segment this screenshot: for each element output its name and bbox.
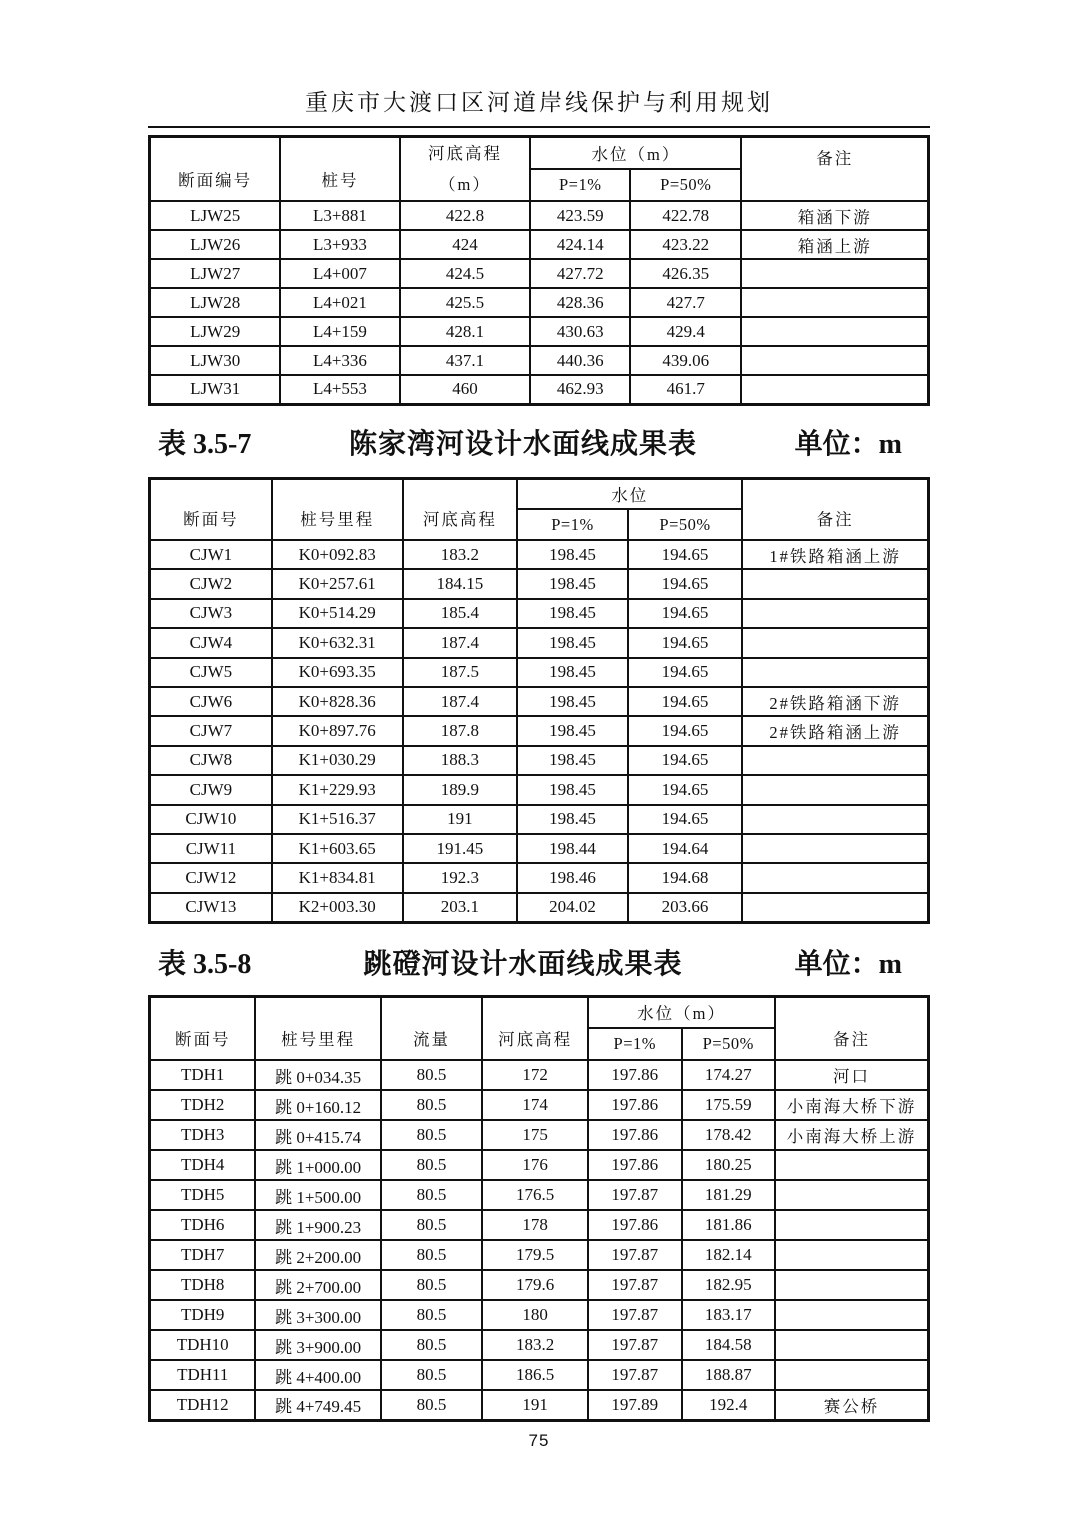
table-cell: 424 xyxy=(400,230,531,259)
table-row xyxy=(150,1300,929,1330)
column-header-water-level: 水位（m） xyxy=(588,996,775,1028)
table-row xyxy=(150,805,929,834)
table-cell: 80.5 xyxy=(381,1270,482,1300)
table-cell: 174 xyxy=(482,1090,588,1120)
table-cell: LJW29 xyxy=(150,317,281,346)
table-cell: 191 xyxy=(482,1390,588,1420)
table-cell: 河口 xyxy=(775,1060,929,1090)
table-cell: 1#铁路箱涵上游 xyxy=(742,540,928,569)
water-surface-table-cjw xyxy=(148,477,930,924)
table-cell: 183.2 xyxy=(403,540,518,569)
table-cell: 80.5 xyxy=(381,1060,482,1090)
table-cell xyxy=(741,288,928,317)
column-header-p1: P=1% xyxy=(517,509,628,540)
table-cell: 185.4 xyxy=(403,599,518,628)
table-cell: K1+603.65 xyxy=(272,834,403,863)
table-cell: 赛公桥 xyxy=(775,1390,929,1420)
table-cell: 423.22 xyxy=(630,230,741,259)
table-cell: 80.5 xyxy=(381,1150,482,1180)
table-cell: 80.5 xyxy=(381,1180,482,1210)
table-cell xyxy=(775,1240,929,1270)
table-cell: 183.2 xyxy=(482,1330,588,1360)
table-cell: 425.5 xyxy=(400,288,531,317)
table-cell: TDH4 xyxy=(150,1150,256,1180)
table-cell: 179.5 xyxy=(482,1240,588,1270)
table-cell: L4+007 xyxy=(280,259,399,288)
table-cell: 439.06 xyxy=(630,346,741,375)
table-cell: TDH8 xyxy=(150,1270,256,1300)
caption-title: 陈家湾河设计水面线成果表 xyxy=(348,428,697,460)
table-cell: TDH7 xyxy=(150,1240,256,1270)
table-cell: L4+336 xyxy=(280,346,399,375)
table-cell: K0+514.29 xyxy=(272,599,403,628)
page-number: 75 xyxy=(528,1430,550,1450)
caption-label: 表 3.5-7 xyxy=(158,428,252,460)
caption-title: 跳磴河设计水面线成果表 xyxy=(363,948,683,980)
table-cell: 197.86 xyxy=(588,1150,681,1180)
table-cell: 箱涵下游 xyxy=(741,201,928,230)
table-cell: 184.58 xyxy=(682,1330,775,1360)
table-cell: TDH9 xyxy=(150,1300,256,1330)
table-cell: 189.9 xyxy=(403,775,518,804)
table-cell: 429.4 xyxy=(630,317,741,346)
table-cell: CJW1 xyxy=(150,540,272,569)
table-cell: 跳 1+500.00 xyxy=(255,1180,380,1210)
table-cell: L4+159 xyxy=(280,317,399,346)
table-row xyxy=(150,628,929,657)
table-cell xyxy=(741,346,928,375)
column-header-p50: P=50% xyxy=(682,1028,775,1060)
table-cell: LJW27 xyxy=(150,259,281,288)
table-cell xyxy=(775,1270,929,1300)
table-cell: 204.02 xyxy=(517,893,628,922)
table-cell: 2#铁路箱涵下游 xyxy=(742,687,928,716)
table-cell: 191 xyxy=(403,805,518,834)
table-row xyxy=(150,201,929,230)
column-header-water-level: 水位 xyxy=(517,478,742,509)
table-cell: 194.65 xyxy=(628,599,743,628)
caption-unit: 单位：m xyxy=(794,948,902,980)
table-cell: CJW12 xyxy=(150,863,272,892)
table-cell xyxy=(741,317,928,346)
table-cell xyxy=(775,1150,929,1180)
table-cell: 194.65 xyxy=(628,687,743,716)
column-header-p1: P=1% xyxy=(530,169,630,201)
table-cell xyxy=(742,599,928,628)
table-cell xyxy=(742,658,928,687)
table-cell: 182.14 xyxy=(682,1240,775,1270)
table-cell xyxy=(742,628,928,657)
table-cell: 198.45 xyxy=(517,599,628,628)
table-cell: 197.86 xyxy=(588,1090,681,1120)
table-cell: 198.45 xyxy=(517,658,628,687)
table-caption-3-5-7 xyxy=(158,422,920,462)
table-cell: 198.45 xyxy=(517,540,628,569)
table-cell: 172 xyxy=(482,1060,588,1090)
water-surface-table-tdh xyxy=(148,995,930,1422)
table-cell: LJW25 xyxy=(150,201,281,230)
table-cell: 188.3 xyxy=(403,746,518,775)
column-header-p50: P=50% xyxy=(630,169,741,201)
table-cell: 跳 4+400.00 xyxy=(255,1360,380,1390)
table-cell: 422.8 xyxy=(400,201,531,230)
table-cell: 箱涵上游 xyxy=(741,230,928,259)
table-cell: 182.95 xyxy=(682,1270,775,1300)
table-row xyxy=(150,834,929,863)
table-cell: 423.59 xyxy=(530,201,630,230)
table-cell: 194.65 xyxy=(628,716,743,745)
water-surface-table-ljw xyxy=(148,135,930,406)
table-cell xyxy=(741,375,928,404)
column-header-riverbed-elevation xyxy=(400,137,531,202)
table-cell: 460 xyxy=(400,375,531,404)
table-cell: 203.66 xyxy=(628,893,743,922)
table-cell: 跳 3+900.00 xyxy=(255,1330,380,1360)
table-cell: 181.86 xyxy=(682,1210,775,1240)
table-cell: 194.65 xyxy=(628,746,743,775)
table-cell: 198.45 xyxy=(517,687,628,716)
table-cell: 191.45 xyxy=(403,834,518,863)
column-header-note: 备注 xyxy=(741,137,928,202)
table-cell: 194.68 xyxy=(628,863,743,892)
column-header-water-level: 水位（m） xyxy=(530,137,741,169)
table-row xyxy=(150,569,929,598)
column-header-flow: 流量 xyxy=(381,996,482,1060)
table-cell: K1+516.37 xyxy=(272,805,403,834)
table-cell: 462.93 xyxy=(530,375,630,404)
column-header-riverbed-elevation: 河底高程 xyxy=(482,996,588,1060)
table-cell: CJW3 xyxy=(150,599,272,628)
table-cell: 80.5 xyxy=(381,1360,482,1390)
table-cell: LJW28 xyxy=(150,288,281,317)
table-cell: 187.4 xyxy=(403,628,518,657)
column-header-stake-mileage: 桩号里程 xyxy=(255,996,380,1060)
table-cell: 180 xyxy=(482,1300,588,1330)
table-cell: 181.29 xyxy=(682,1180,775,1210)
table-cell: 194.65 xyxy=(628,775,743,804)
table-cell: 197.86 xyxy=(588,1060,681,1090)
table-row xyxy=(150,775,929,804)
table-body xyxy=(150,201,929,404)
table-cell: 198.45 xyxy=(517,746,628,775)
table-cell xyxy=(775,1180,929,1210)
table-cell xyxy=(742,893,928,922)
table-cell: K0+257.61 xyxy=(272,569,403,598)
table-row xyxy=(150,540,929,569)
table-cell: 197.87 xyxy=(588,1360,681,1390)
table-cell: 424.5 xyxy=(400,259,531,288)
table-cell: 跳 4+749.45 xyxy=(255,1390,380,1420)
table-cell: 187.5 xyxy=(403,658,518,687)
table-row xyxy=(150,1390,929,1420)
table-row xyxy=(150,1150,929,1180)
table-cell: 197.87 xyxy=(588,1240,681,1270)
table-cell: 198.45 xyxy=(517,628,628,657)
table-cell: 183.17 xyxy=(682,1300,775,1330)
table-cell: 197.87 xyxy=(588,1180,681,1210)
table-cell: 178 xyxy=(482,1210,588,1240)
table-cell: 2#铁路箱涵上游 xyxy=(742,716,928,745)
table-cell: 184.15 xyxy=(403,569,518,598)
table-cell: 187.4 xyxy=(403,687,518,716)
table-cell xyxy=(742,746,928,775)
table-cell: 80.5 xyxy=(381,1120,482,1150)
table-cell: 194.65 xyxy=(628,658,743,687)
table-cell: 80.5 xyxy=(381,1330,482,1360)
table-cell: 194.64 xyxy=(628,834,743,863)
table-cell: 198.46 xyxy=(517,863,628,892)
table-cell: 430.63 xyxy=(530,317,630,346)
table-caption-3-5-8 xyxy=(158,942,920,982)
table-row xyxy=(150,893,929,922)
table-cell: K2+003.30 xyxy=(272,893,403,922)
table-cell xyxy=(775,1300,929,1330)
table-cell: 跳 0+160.12 xyxy=(255,1090,380,1120)
table-cell: CJW8 xyxy=(150,746,272,775)
column-header-note: 备注 xyxy=(775,996,929,1060)
table-cell: L3+881 xyxy=(280,201,399,230)
table-row xyxy=(150,599,929,628)
page-title: 重庆市大渡口区河道岸线保护与利用规划 xyxy=(305,90,773,115)
column-header-stake-mileage: 桩号里程 xyxy=(272,478,403,540)
table-cell: TDH5 xyxy=(150,1180,256,1210)
table-cell: LJW31 xyxy=(150,375,281,404)
table-cell: K1+834.81 xyxy=(272,863,403,892)
table-cell: 80.5 xyxy=(381,1090,482,1120)
table-cell xyxy=(741,259,928,288)
table-cell: 194.65 xyxy=(628,805,743,834)
table-cell: CJW10 xyxy=(150,805,272,834)
table-cell: 192.3 xyxy=(403,863,518,892)
table-cell: 小南海大桥上游 xyxy=(775,1120,929,1150)
column-header-p50: P=50% xyxy=(628,509,743,540)
table-cell: TDH3 xyxy=(150,1120,256,1150)
table-cell: 422.78 xyxy=(630,201,741,230)
table-cell: 跳 2+700.00 xyxy=(255,1270,380,1300)
table-cell: CJW9 xyxy=(150,775,272,804)
table-row xyxy=(150,863,929,892)
table-cell: CJW11 xyxy=(150,834,272,863)
table-cell: 198.45 xyxy=(517,775,628,804)
table-cell: 203.1 xyxy=(403,893,518,922)
table-cell: CJW13 xyxy=(150,893,272,922)
table-cell: TDH11 xyxy=(150,1360,256,1390)
table-row xyxy=(150,317,929,346)
table-cell: TDH12 xyxy=(150,1390,256,1420)
table-cell: 178.42 xyxy=(682,1120,775,1150)
table-cell xyxy=(742,569,928,598)
table-cell: 179.6 xyxy=(482,1270,588,1300)
table-row xyxy=(150,346,929,375)
table-cell: 188.87 xyxy=(682,1360,775,1390)
table-cell xyxy=(775,1210,929,1240)
table-cell: 197.86 xyxy=(588,1210,681,1240)
table-cell: 186.5 xyxy=(482,1360,588,1390)
table-cell: 跳 1+000.00 xyxy=(255,1150,380,1180)
table-cell: 175 xyxy=(482,1120,588,1150)
content-area xyxy=(148,0,930,1451)
table-cell: 197.87 xyxy=(588,1330,681,1360)
table-cell: CJW6 xyxy=(150,687,272,716)
table-cell: 437.1 xyxy=(400,346,531,375)
table-cell: 427.7 xyxy=(630,288,741,317)
table-cell: TDH10 xyxy=(150,1330,256,1360)
column-header-note: 备注 xyxy=(742,478,928,540)
table-cell: 198.45 xyxy=(517,569,628,598)
table-cell: 80.5 xyxy=(381,1390,482,1420)
table-cell: 跳 0+415.74 xyxy=(255,1120,380,1150)
table-cell: 180.25 xyxy=(682,1150,775,1180)
table-body xyxy=(150,1060,929,1420)
table-cell: 198.44 xyxy=(517,834,628,863)
table-cell: CJW7 xyxy=(150,716,272,745)
table-row xyxy=(150,375,929,404)
table-cell: 194.65 xyxy=(628,628,743,657)
table-cell: 跳 1+900.23 xyxy=(255,1210,380,1240)
table-row xyxy=(150,1270,929,1300)
table-cell: 跳 0+034.35 xyxy=(255,1060,380,1090)
table-cell: 187.8 xyxy=(403,716,518,745)
column-header-riverbed-elevation: 河底高程 xyxy=(403,478,518,540)
table-row xyxy=(150,746,929,775)
table-cell: CJW5 xyxy=(150,658,272,687)
table-cell: 小南海大桥下游 xyxy=(775,1090,929,1120)
table-cell: 424.14 xyxy=(530,230,630,259)
table-cell: 197.89 xyxy=(588,1390,681,1420)
riverbed-label-line1: 河底高程 xyxy=(427,144,502,163)
table-cell: CJW4 xyxy=(150,628,272,657)
table-cell: 80.5 xyxy=(381,1210,482,1240)
table-cell: 175.59 xyxy=(682,1090,775,1120)
table-cell: 80.5 xyxy=(381,1300,482,1330)
table-body xyxy=(150,540,929,922)
table-cell: K0+897.76 xyxy=(272,716,403,745)
table-row xyxy=(150,1330,929,1360)
column-header-stake: 桩号 xyxy=(280,137,399,202)
table-cell: LJW30 xyxy=(150,346,281,375)
table-row xyxy=(150,1210,929,1240)
table-row xyxy=(150,288,929,317)
table-cell xyxy=(742,863,928,892)
table-row xyxy=(150,1090,929,1120)
table-row xyxy=(150,658,929,687)
table-cell: 197.86 xyxy=(588,1120,681,1150)
table-cell: 428.36 xyxy=(530,288,630,317)
table-cell: L3+933 xyxy=(280,230,399,259)
title-divider xyxy=(148,126,930,128)
table-row xyxy=(150,1360,929,1390)
table-cell: 440.36 xyxy=(530,346,630,375)
column-header-p1: P=1% xyxy=(588,1028,681,1060)
table-cell: 80.5 xyxy=(381,1240,482,1270)
table-cell xyxy=(775,1330,929,1360)
table-cell: 197.87 xyxy=(588,1300,681,1330)
table-cell: K0+632.31 xyxy=(272,628,403,657)
table-cell: K1+030.29 xyxy=(272,746,403,775)
table-cell: K1+229.93 xyxy=(272,775,403,804)
table-cell: 194.65 xyxy=(628,540,743,569)
table-cell xyxy=(742,834,928,863)
table-cell: TDH1 xyxy=(150,1060,256,1090)
table-cell: 176 xyxy=(482,1150,588,1180)
table-header xyxy=(150,137,929,202)
table-cell: TDH2 xyxy=(150,1090,256,1120)
table-cell: 461.7 xyxy=(630,375,741,404)
table-cell: K0+092.83 xyxy=(272,540,403,569)
table-cell: 跳 3+300.00 xyxy=(255,1300,380,1330)
riverbed-label-line2: （m） xyxy=(439,175,491,194)
column-header-section: 断面号 xyxy=(150,996,256,1060)
table-cell: 176.5 xyxy=(482,1180,588,1210)
table-row xyxy=(150,687,929,716)
table-cell: L4+553 xyxy=(280,375,399,404)
table-row xyxy=(150,230,929,259)
table-cell: CJW2 xyxy=(150,569,272,598)
table-cell: TDH6 xyxy=(150,1210,256,1240)
table-cell: K0+828.36 xyxy=(272,687,403,716)
table-cell xyxy=(775,1360,929,1390)
table-row xyxy=(150,259,929,288)
table-row xyxy=(150,1180,929,1210)
table-row xyxy=(150,1060,929,1090)
caption-label: 表 3.5-8 xyxy=(158,948,252,980)
table-cell: LJW26 xyxy=(150,230,281,259)
caption-unit: 单位：m xyxy=(794,428,902,460)
table-row xyxy=(150,716,929,745)
table-cell: L4+021 xyxy=(280,288,399,317)
table-cell: 跳 2+200.00 xyxy=(255,1240,380,1270)
column-header-section: 断面号 xyxy=(150,478,272,540)
table-cell: 426.35 xyxy=(630,259,741,288)
table-cell: 428.1 xyxy=(400,317,531,346)
table-cell: 192.4 xyxy=(682,1390,775,1420)
table-cell: 198.45 xyxy=(517,716,628,745)
table-cell: 198.45 xyxy=(517,805,628,834)
table-cell: 174.27 xyxy=(682,1060,775,1090)
table-cell: 194.65 xyxy=(628,569,743,598)
table-row xyxy=(150,1240,929,1270)
table-cell xyxy=(742,805,928,834)
table-cell: 197.87 xyxy=(588,1270,681,1300)
table-cell: K0+693.35 xyxy=(272,658,403,687)
table-header xyxy=(150,478,929,540)
column-header-section: 断面编号 xyxy=(150,137,281,202)
table-row xyxy=(150,1120,929,1150)
table-cell xyxy=(742,775,928,804)
table-cell: 427.72 xyxy=(530,259,630,288)
table-header xyxy=(150,996,929,1060)
